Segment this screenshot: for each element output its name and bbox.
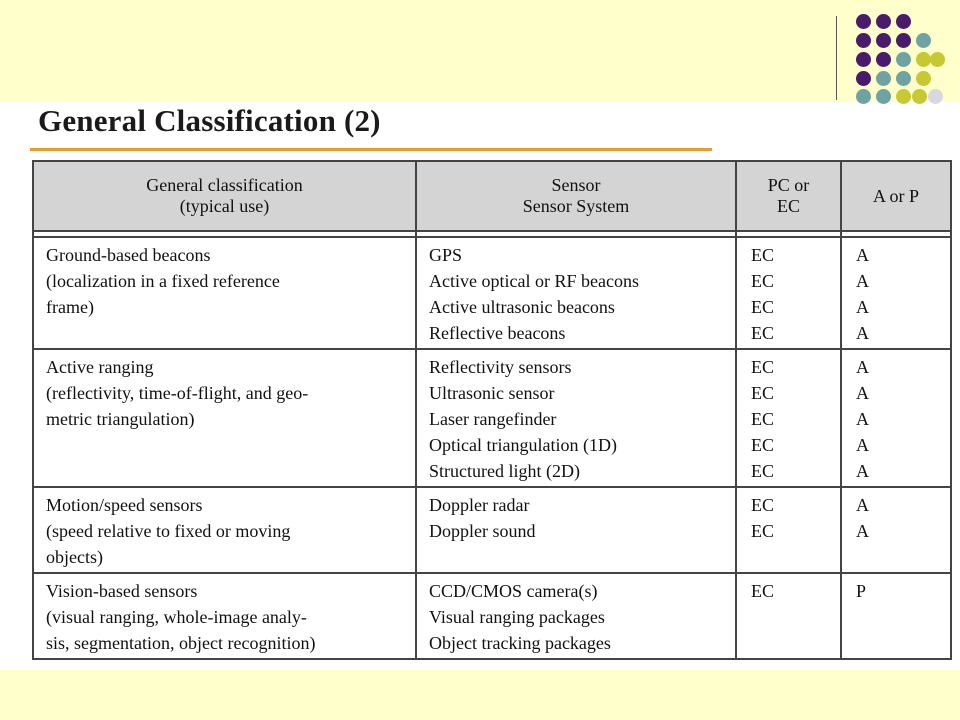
header-line: Sensor <box>551 175 601 195</box>
cell-line: (localization in a fixed reference <box>46 271 280 291</box>
table-row <box>33 237 951 349</box>
header-line: Sensor System <box>522 196 630 216</box>
header-a-or-p <box>841 161 951 231</box>
cell-line: (visual ranging, whole-image analy- <box>46 607 307 627</box>
sensor-cell <box>416 487 736 573</box>
cell-line: EC <box>751 461 775 481</box>
cell-line: P <box>856 581 867 601</box>
pc-ec-cell <box>736 573 841 659</box>
header-line: EC <box>776 196 800 216</box>
cell-line: EC <box>751 245 775 265</box>
table-row <box>33 573 951 659</box>
dot <box>856 89 871 104</box>
table-header-row <box>33 161 951 231</box>
header-line: A or P <box>872 185 919 206</box>
cell-line: A <box>856 323 869 343</box>
dot <box>912 89 927 104</box>
cell-line: EC <box>751 271 775 291</box>
cell-line: Visual ranging packages <box>429 607 605 627</box>
dot <box>896 33 911 48</box>
dot <box>896 52 911 67</box>
dot <box>930 52 945 67</box>
cell-line: Active ranging <box>46 357 154 377</box>
cell-line: A <box>856 409 869 429</box>
classification-cell <box>33 487 416 573</box>
cell-line: A <box>856 383 869 403</box>
cell-line: Ultrasonic sensor <box>429 383 555 403</box>
dot <box>876 71 891 86</box>
cell-line: A <box>856 521 869 541</box>
cell-line: EC <box>751 297 775 317</box>
dot <box>896 14 911 29</box>
table-row <box>33 487 951 573</box>
cell-line: (reflectivity, time-of-flight, and geo- <box>46 383 309 403</box>
a-p-cell <box>841 237 951 349</box>
dot <box>928 89 943 104</box>
cell-line: Vision-based sensors <box>46 581 198 601</box>
cell-line: sis, segmentation, object recognition) <box>46 633 316 653</box>
dot <box>856 52 871 67</box>
dot <box>876 52 891 67</box>
cell-line: A <box>856 435 869 455</box>
cell-line: A <box>856 271 869 291</box>
header-sensor <box>416 161 736 231</box>
cell-line: A <box>856 245 869 265</box>
a-p-cell <box>841 573 951 659</box>
cell-line: EC <box>751 521 775 541</box>
sensor-cell <box>416 573 736 659</box>
dot <box>856 14 871 29</box>
cell-line: Active optical or RF beacons <box>429 271 639 291</box>
dot <box>896 89 911 104</box>
cell-line: EC <box>751 323 775 343</box>
cell-line: EC <box>751 357 775 377</box>
cell-line: A <box>856 461 869 481</box>
cell-line: A <box>856 357 869 377</box>
cell-line: EC <box>751 581 775 601</box>
header-general-classification <box>33 161 416 231</box>
cell-line: A <box>856 495 869 515</box>
dot <box>916 33 931 48</box>
cell-line: Structured light (2D) <box>429 461 580 481</box>
cell-line: (speed relative to fixed or moving <box>46 521 291 541</box>
cell-line: metric triangulation) <box>46 409 195 429</box>
dot <box>856 71 871 86</box>
page-title: General Classification (2) <box>38 103 381 138</box>
header-line: PC or <box>767 175 810 195</box>
classification-cell <box>33 349 416 487</box>
cell-line: A <box>856 297 869 317</box>
pc-ec-cell <box>736 237 841 349</box>
dot <box>876 89 891 104</box>
cell-line: EC <box>751 435 775 455</box>
classification-cell <box>33 573 416 659</box>
classification-table <box>32 160 952 660</box>
top-band <box>0 0 960 102</box>
header-pc-or-ec <box>736 161 841 231</box>
pc-ec-cell <box>736 487 841 573</box>
decorative-divider <box>836 16 837 100</box>
decorative-dots-icon <box>852 14 944 102</box>
table-row <box>33 349 951 487</box>
header-line: (typical use) <box>179 196 270 216</box>
sensor-cell <box>416 237 736 349</box>
cell-line: Reflective beacons <box>429 323 566 343</box>
bottom-band <box>0 670 960 720</box>
dot <box>856 33 871 48</box>
cell-line: Optical triangulation (1D) <box>429 435 617 455</box>
dot <box>916 71 931 86</box>
cell-line: CCD/CMOS camera(s) <box>429 581 598 601</box>
header-line: General classification <box>146 175 303 195</box>
cell-line: Ground-based beacons <box>46 245 211 265</box>
cell-line: Reflectivity sensors <box>429 357 572 377</box>
cell-line: Doppler radar <box>429 495 530 515</box>
cell-line: GPS <box>429 245 463 265</box>
pc-ec-cell <box>736 349 841 487</box>
dot <box>896 71 911 86</box>
dot <box>876 33 891 48</box>
a-p-cell <box>841 349 951 487</box>
cell-line: Doppler sound <box>429 521 536 541</box>
dot <box>916 52 931 67</box>
title-underline <box>30 148 712 151</box>
dot <box>876 14 891 29</box>
cell-line: Motion/speed sensors <box>46 495 203 515</box>
cell-line: Object tracking packages <box>429 633 611 653</box>
classification-cell <box>33 237 416 349</box>
sensor-cell <box>416 349 736 487</box>
a-p-cell <box>841 487 951 573</box>
cell-line: EC <box>751 383 775 403</box>
cell-line: EC <box>751 495 775 515</box>
cell-line: Laser rangefinder <box>429 409 557 429</box>
cell-line: frame) <box>46 297 94 317</box>
cell-line: EC <box>751 409 775 429</box>
cell-line: objects) <box>46 547 103 567</box>
cell-line: Active ultrasonic beacons <box>429 297 615 317</box>
